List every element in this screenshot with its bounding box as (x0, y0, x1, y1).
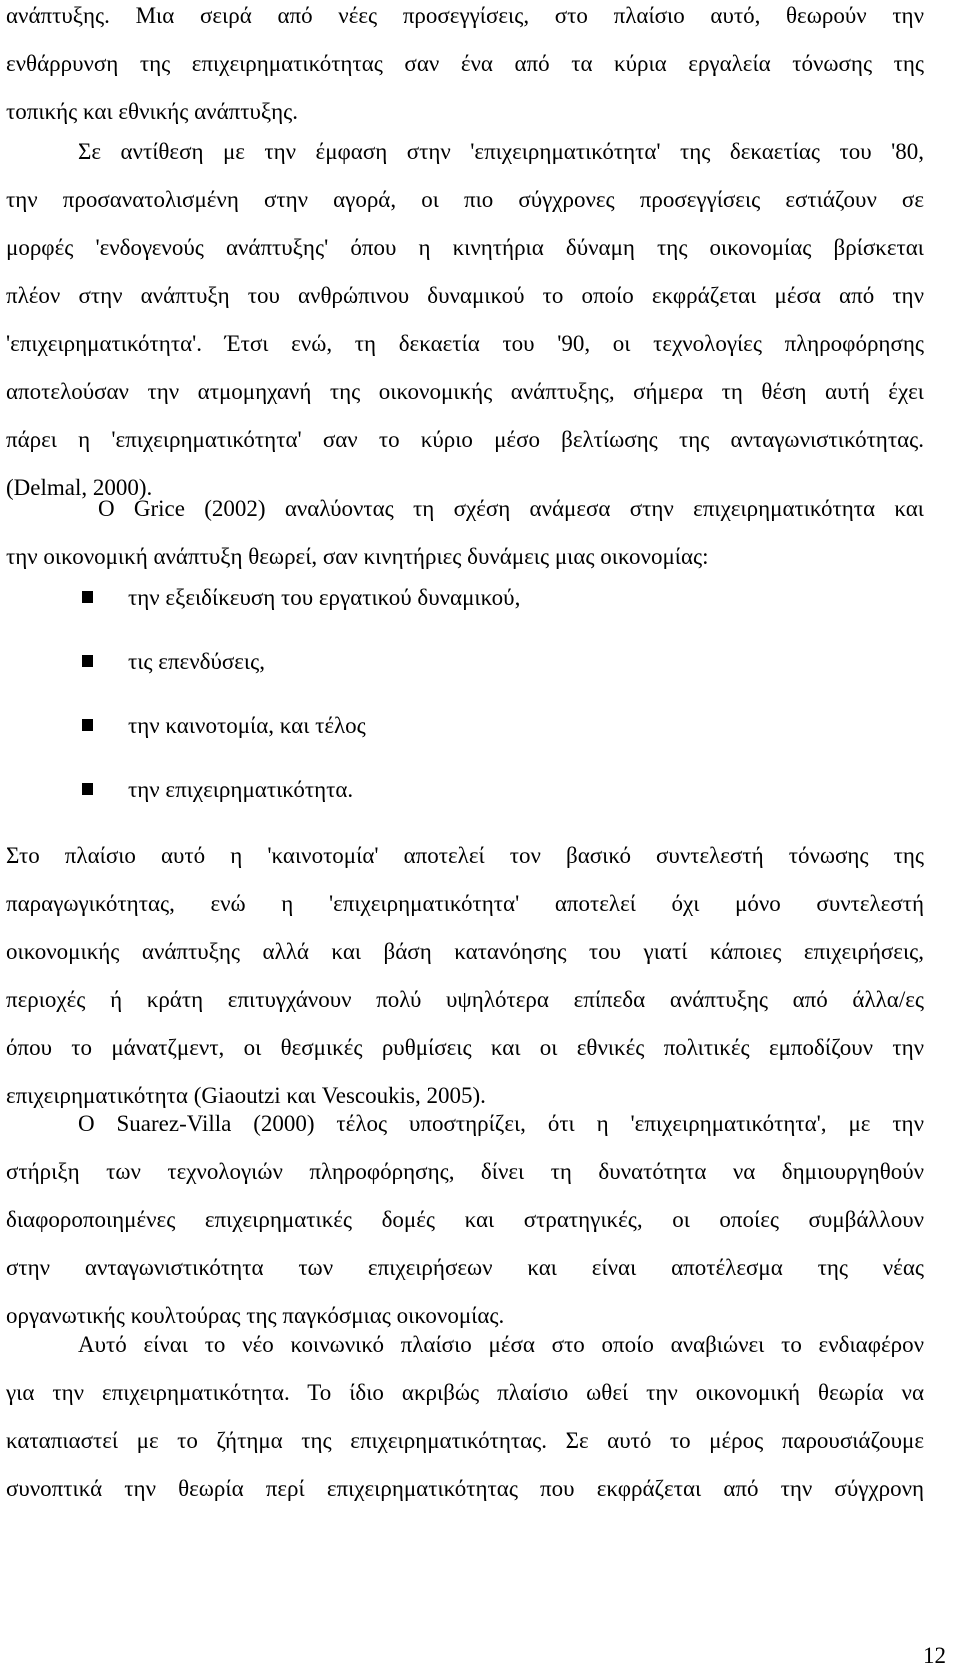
paragraph-line: Ο Suarez-Villa (2000) τέλος υποστηρίζει, ότι η 'επιχειρηματικότητα', με την (78, 1111, 924, 1136)
paragraph-line: οικονομικής ανάπτυξης αλλά και βάση κατανόησης του γιατί κάποιες επιχειρήσεις, (6, 939, 924, 964)
page-number: 12 (923, 1643, 946, 1668)
paragraph-line: τοπικής και εθνικής ανάπτυξης. (6, 99, 299, 124)
paragraph-6 (6, 1321, 924, 1513)
list-item-text: τις επενδύσεις, (128, 649, 265, 674)
paragraph-line: οργανωτικής κουλτούρας της παγκόσμιας οικονομίας. (6, 1303, 505, 1328)
paragraph-line: την προσανατολισμένη στην αγορά, οι πιο σύγχρονες προσεγγίσεις εστιάζουν σε (6, 187, 924, 212)
paragraph-line: όπου το μάνατζμεντ, οι θεσμικές ρυθμίσεις και οι εθνικές πολιτικές εμποδίζουν την (6, 1035, 924, 1060)
paragraph-line: Στο πλαίσιο αυτό η 'καινοτομία' αποτελεί τον βασικό συντελεστή τόνωσης της (6, 843, 924, 868)
list-item-text: την εξειδίκευση του εργατικού δυναμικού, (128, 585, 521, 610)
paragraph-line: (Delmal, 2000). (6, 475, 153, 500)
paragraph-line: ενθάρρυνση της επιχειρηματικότητας σαν ένα από τα κύρια εργαλεία τόνωσης της (6, 51, 924, 76)
list-item-text: την καινοτομία, και τέλος (128, 713, 366, 738)
paragraph-line: πάρει η 'επιχειρηματικότητα' σαν το κύριο μέσο βελτίωσης της ανταγωνιστικότητας. (6, 427, 924, 452)
paragraph-line: Σε αντίθεση με την έμφαση στην 'επιχειρηματικότητα' της δεκαετίας του '80, (78, 139, 924, 164)
paragraph-line: επιχειρηματικότητα (Giaoutzi και Vescoukis, 2005). (6, 1083, 486, 1108)
paragraph-line: παραγωγικότητας, ενώ η 'επιχειρηματικότητα' αποτελεί όχι μόνο συντελεστή (6, 891, 924, 916)
square-bullet-icon (82, 591, 93, 603)
paragraph-line: 'επιχειρηματικότητα'. Έτσι ενώ, τη δεκαετία του '90, οι τεχνολογίες πληροφόρησης (6, 331, 924, 356)
paragraph-line: διαφοροποιημένες επιχειρηματικές δομές και στρατηγικές, οι οποίες συμβάλλουν (6, 1207, 924, 1232)
paragraph-1 (6, 0, 924, 136)
list-item-text: την επιχειρηματικότητα. (128, 777, 354, 802)
paragraph-line: μορφές 'ενδογενούς ανάπτυξης' όπου η κινητήρια δύναμη της οικονομίας βρίσκεται (6, 235, 924, 260)
paragraph-2 (6, 128, 924, 512)
paragraph-line: την οικονομική ανάπτυξη θεωρεί, σαν κινητήριες δυνάμεις μιας οικονομίας: (6, 544, 709, 569)
paragraph-line: Ο Grice (2002) αναλύοντας τη σχέση ανάμεσα στην επιχειρηματικότητα και (98, 496, 924, 521)
paragraph-line: αποτελούσαν την ατμομηχανή της οικονομικής ανάπτυξης, σήμερα τη θέση αυτή έχει (6, 379, 924, 404)
paragraph-line: στήριξη των τεχνολογιών πληροφόρησης, δίνει τη δυνατότητα να δημιουργηθούν (6, 1159, 924, 1184)
square-bullet-icon (82, 783, 93, 795)
paragraph-line: συνοπτικά την θεωρία περί επιχειρηματικότητας που εκφράζεται από την σύγχρονη (6, 1476, 924, 1501)
paragraph-line: καταπιαστεί με το ζήτημα της επιχειρηματικότητας. Σε αυτό το μέρος παρουσιάζουμε (6, 1428, 924, 1453)
paragraph-5 (6, 1100, 924, 1340)
paragraph-4 (6, 832, 924, 1120)
paragraph-line: για την επιχειρηματικότητα. Το ίδιο ακριβώς πλαίσιο ωθεί την οικονομική θεωρία να (6, 1380, 924, 1405)
paragraph-3 (6, 485, 924, 581)
square-bullet-icon (82, 719, 93, 731)
paragraph-line: πλέον στην ανάπτυξη του ανθρώπινου δυναμικού το οποίο εκφράζεται μέσα από την (6, 283, 924, 308)
square-bullet-icon (82, 655, 93, 667)
paragraph-line: Αυτό είναι το νέο κοινωνικό πλαίσιο μέσα στο οποίο αναβιώνει το ενδιαφέρον (78, 1332, 924, 1357)
paragraph-line: ανάπτυξης. Μια σειρά από νέες προσεγγίσεις, στο πλαίσιο αυτό, θεωρούν την (6, 3, 924, 28)
paragraph-line: στην ανταγωνιστικότητα των επιχειρήσεων και είναι αποτέλεσμα της νέας (6, 1255, 924, 1280)
paragraph-line: περιοχές ή κράτη επιτυγχάνουν πολύ υψηλότερα επίπεδα ανάπτυξης από άλλα/ες (6, 987, 924, 1012)
